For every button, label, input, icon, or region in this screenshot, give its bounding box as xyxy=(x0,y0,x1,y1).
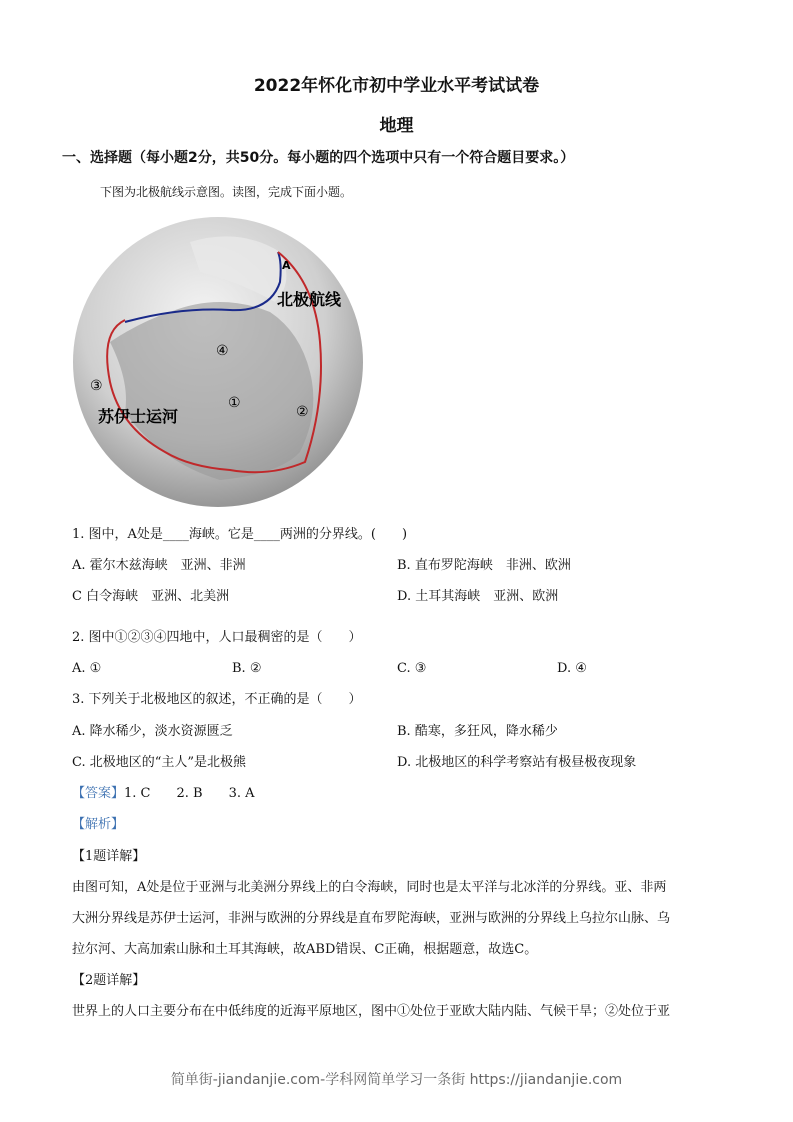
answer-line xyxy=(72,786,255,802)
q2-option-d: D. ④ xyxy=(557,661,587,676)
question-2-stem: 2. 图中①②③④四地中，人口最稠密的是（ ） xyxy=(72,630,362,645)
q1-option-b: B. 直布罗陀海峡 非洲、欧洲 xyxy=(397,558,571,573)
q3-option-d: D. 北极地区的科学考察站有极昼极夜现象 xyxy=(397,755,637,770)
q1-option-c: C 白令海峡 亚洲、北美洲 xyxy=(72,589,230,604)
detail-1-line: 大洲分界线是苏伊士运河，非洲与欧洲的分界线是直布罗陀海峡，亚洲与欧洲的分界线上乌拉尔山脉、乌 xyxy=(72,911,671,926)
exam-title: 2022年怀化市初中学业水平考试试卷 xyxy=(253,76,540,96)
q1-option-d: D. 土耳其海峡 亚洲、欧洲 xyxy=(397,589,559,604)
marker-2: ② xyxy=(296,404,309,420)
q3-option-a: A. 降水稀少，淡水资源匮乏 xyxy=(72,724,233,739)
q3-option-b: B. 酷寒，多狂风，降水稀少 xyxy=(397,724,558,739)
intro-text: 下图为北极航线示意图。读图，完成下面小题。 xyxy=(100,185,353,199)
analysis-label: 【解析】 xyxy=(72,817,125,832)
arctic-route-map xyxy=(70,212,366,512)
label-arctic-route: 北极航线 xyxy=(277,290,342,309)
detail-1-line: 由图可知，A处是位于亚洲与北美洲分界线上的白令海峡，同时也是太平洋与北冰洋的分界线。亚、非两 xyxy=(72,880,667,895)
detail-2-title: 【2题详解】 xyxy=(72,973,146,988)
q1-option-a: A. 霍尔木兹海峡 亚洲、非洲 xyxy=(72,558,246,573)
label-a: A xyxy=(282,259,291,272)
detail-1-line: 拉尔河、大高加索山脉和土耳其海峡，故ABD错误、C正确，根据题意，故选C。 xyxy=(72,942,538,957)
marker-4: ④ xyxy=(216,343,229,359)
marker-3: ③ xyxy=(90,378,103,394)
q2-option-b: B. ② xyxy=(232,661,262,676)
answer-label: 【答案】 xyxy=(72,786,125,801)
label-suez-canal: 苏伊士运河 xyxy=(98,407,179,426)
q3-option-c: C. 北极地区的“主人”是北极熊 xyxy=(72,755,247,770)
section-heading: 一、选择题（每小题2分，共50分。每小题的四个选项中只有一个符合题目要求。） xyxy=(62,150,575,166)
subject-title: 地理 xyxy=(379,116,414,136)
question-1-stem: 1. 图中，A处是____海峡。它是____两洲的分界线。( ) xyxy=(72,527,408,542)
marker-1: ① xyxy=(228,395,241,411)
answer-text: 1. C 2. B 3. A xyxy=(124,786,255,801)
q2-option-a: A. ① xyxy=(72,661,102,676)
detail-1-title: 【1题详解】 xyxy=(72,849,146,864)
footer-watermark: 简单街-jiandanjie.com-学科网简单学习一条街 https://jiandanjie.com xyxy=(170,1072,623,1088)
detail-2-line: 世界上的人口主要分布在中低纬度的近海平原地区，图中①处位于亚欧大陆内陆、气候干旱；②处位于亚 xyxy=(72,1004,671,1019)
question-3-stem: 3. 下列关于北极地区的叙述，不正确的是（ ） xyxy=(72,692,362,707)
q2-option-c: C. ③ xyxy=(397,661,427,676)
